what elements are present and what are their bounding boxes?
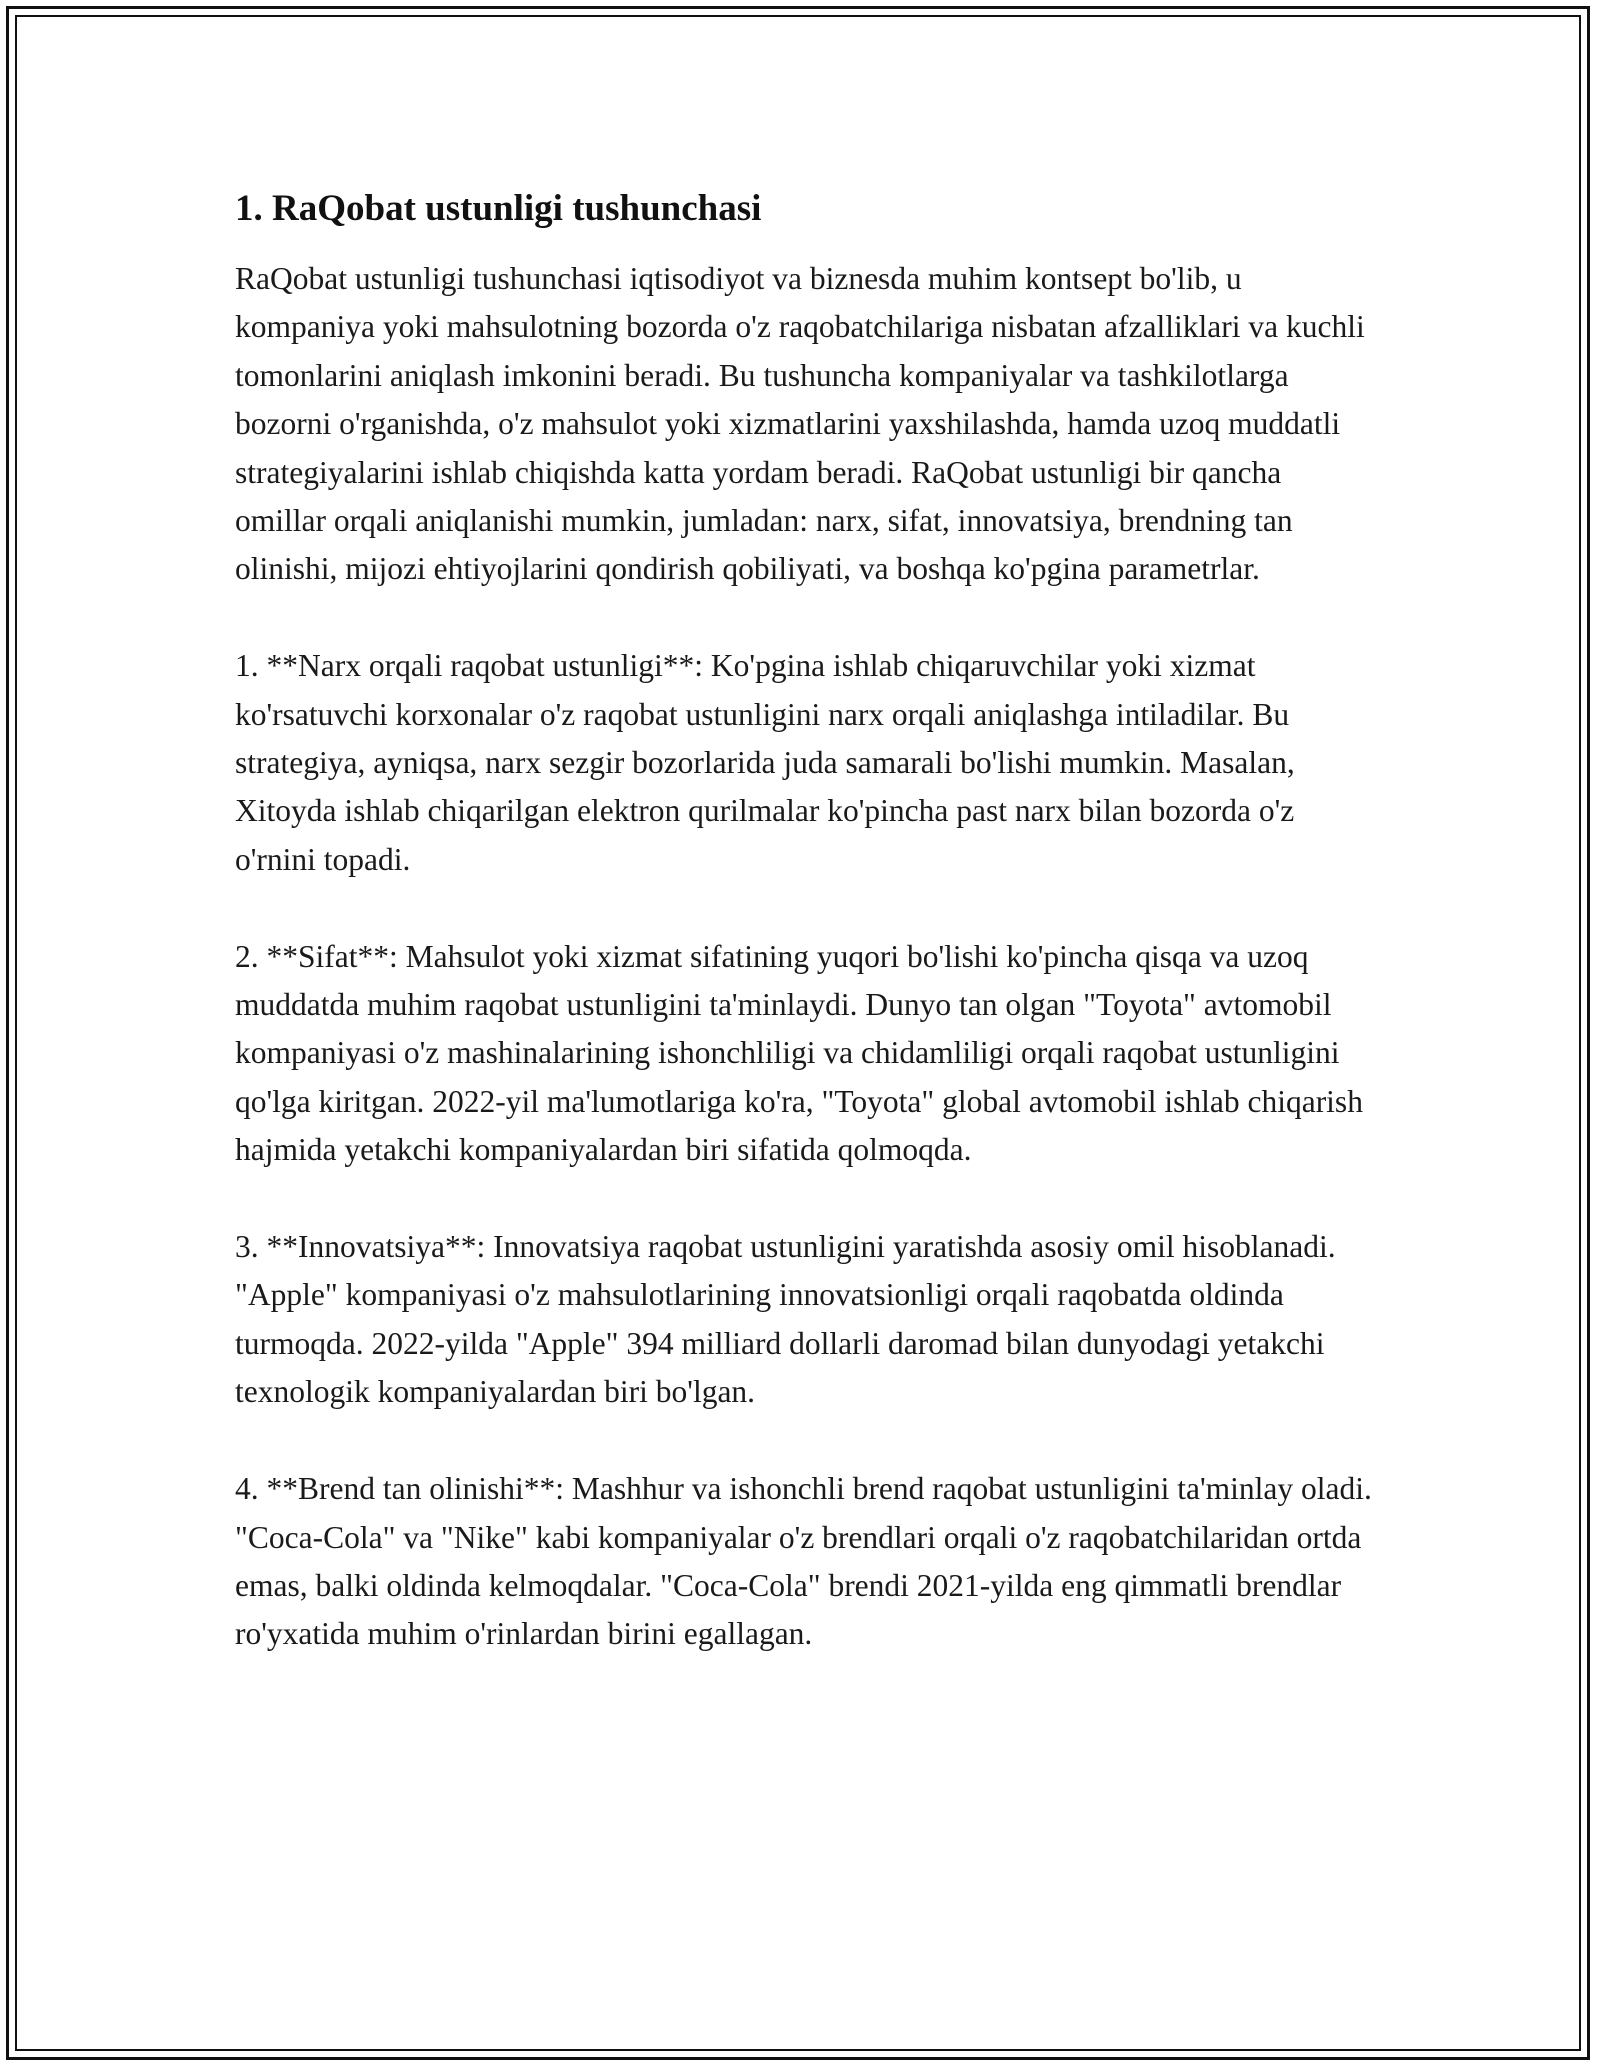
paragraph-quality: 2. **Sifat**: Mahsulot yoki xizmat sifatining yuqori bo'lishi ko'pincha qisqa va uzoq muddatda muhim raqobat ustunligini ta'minlaydi. Dunyo tan olgan "Toyota" avtomobil kompaniyasi o'z mashinalarining ishonchliligi va chidamliligi orqali raqobat ustunligini qo'lga kiritgan. 2022-yil ma'lumotlariga ko'ra, "Toyota" global avtomobil ishlab chiqarish hajmida yetakchi kompaniyalardan biri sifatida qolmoqda. [235, 938, 1363, 1168]
paragraph-price-advantage: 1. **Narx orqali raqobat ustunligi**: Ko'pgina ishlab chiqaruvchilar yoki xizmat ko'rsatuvchi korxonalar o'z raqobat ustunligini narx orqali aniqlashga intiladilar. Bu strategiya, ayniqsa, narx sezgir bozorlarida juda samarali bo'lishi mumkin. Masalan, Xitoyda ishlab chiqarilgan elektron qurilmalar ko'pincha past narx bilan bozorda o'z o'rnini topadi. [235, 648, 1295, 877]
document-body [235, 185, 1375, 1707]
intro-paragraph: RaQobat ustunligi tushunchasi iqtisodiyot va biznesda muhim kontsept bo'lib, u kompaniya yoki mahsulotning bozorda o'z raqobatchilariga nisbatan afzalliklari va kuchli tomonlarini aniqlash imkonini beradi. Bu tushuncha kompaniyalar va tashkilotlarga bozorni o'rganishda, o'z mahsulot yoki xizmatlarini yaxshilashda, hamda uzoq muddatli strategiyalarini ishlab chiqishda katta yordam beradi. RaQobat ustunligi bir qancha omillar orqali aniqlanishi mumkin, jumladan: narx, sifat, innovatsiya, brendning tan olinishi, mijozi ehtiyojlarini qondirish qobiliyati, va boshqa ko'pgina parametrlar. [235, 261, 1365, 587]
paragraph-innovation: 3. **Innovatsiya**: Innovatsiya raqobat ustunligini yaratishda asosiy omil hisoblanadi. "Apple" kompaniyasi o'z mahsulotlarining innovatsionligi orqali raqobatda oldinda turmoqda. 2022-yilda "Apple" 394 milliard dollarli daromad bilan dunyodagi yetakchi texnologik kompaniyalardan biri bo'lgan. [235, 1229, 1336, 1410]
section-heading: 1. RaQobat ustunligi tushunchasi [235, 188, 762, 229]
paragraph-brand-recognition: 4. **Brend tan olinishi**: Mashhur va ishonchli brend raqobat ustunligini ta'minlay oladi. "Coca-Cola" va "Nike" kabi kompaniyalar o'z brendlari orqali o'z raqobatchilaridan ortda emas, balki oldinda kelmoqdalar. "Coca-Cola" brendi 2021-yilda eng qimmatli brendlar ro'yxatida muhim o'rinlardan birini egallagan. [235, 1471, 1372, 1652]
